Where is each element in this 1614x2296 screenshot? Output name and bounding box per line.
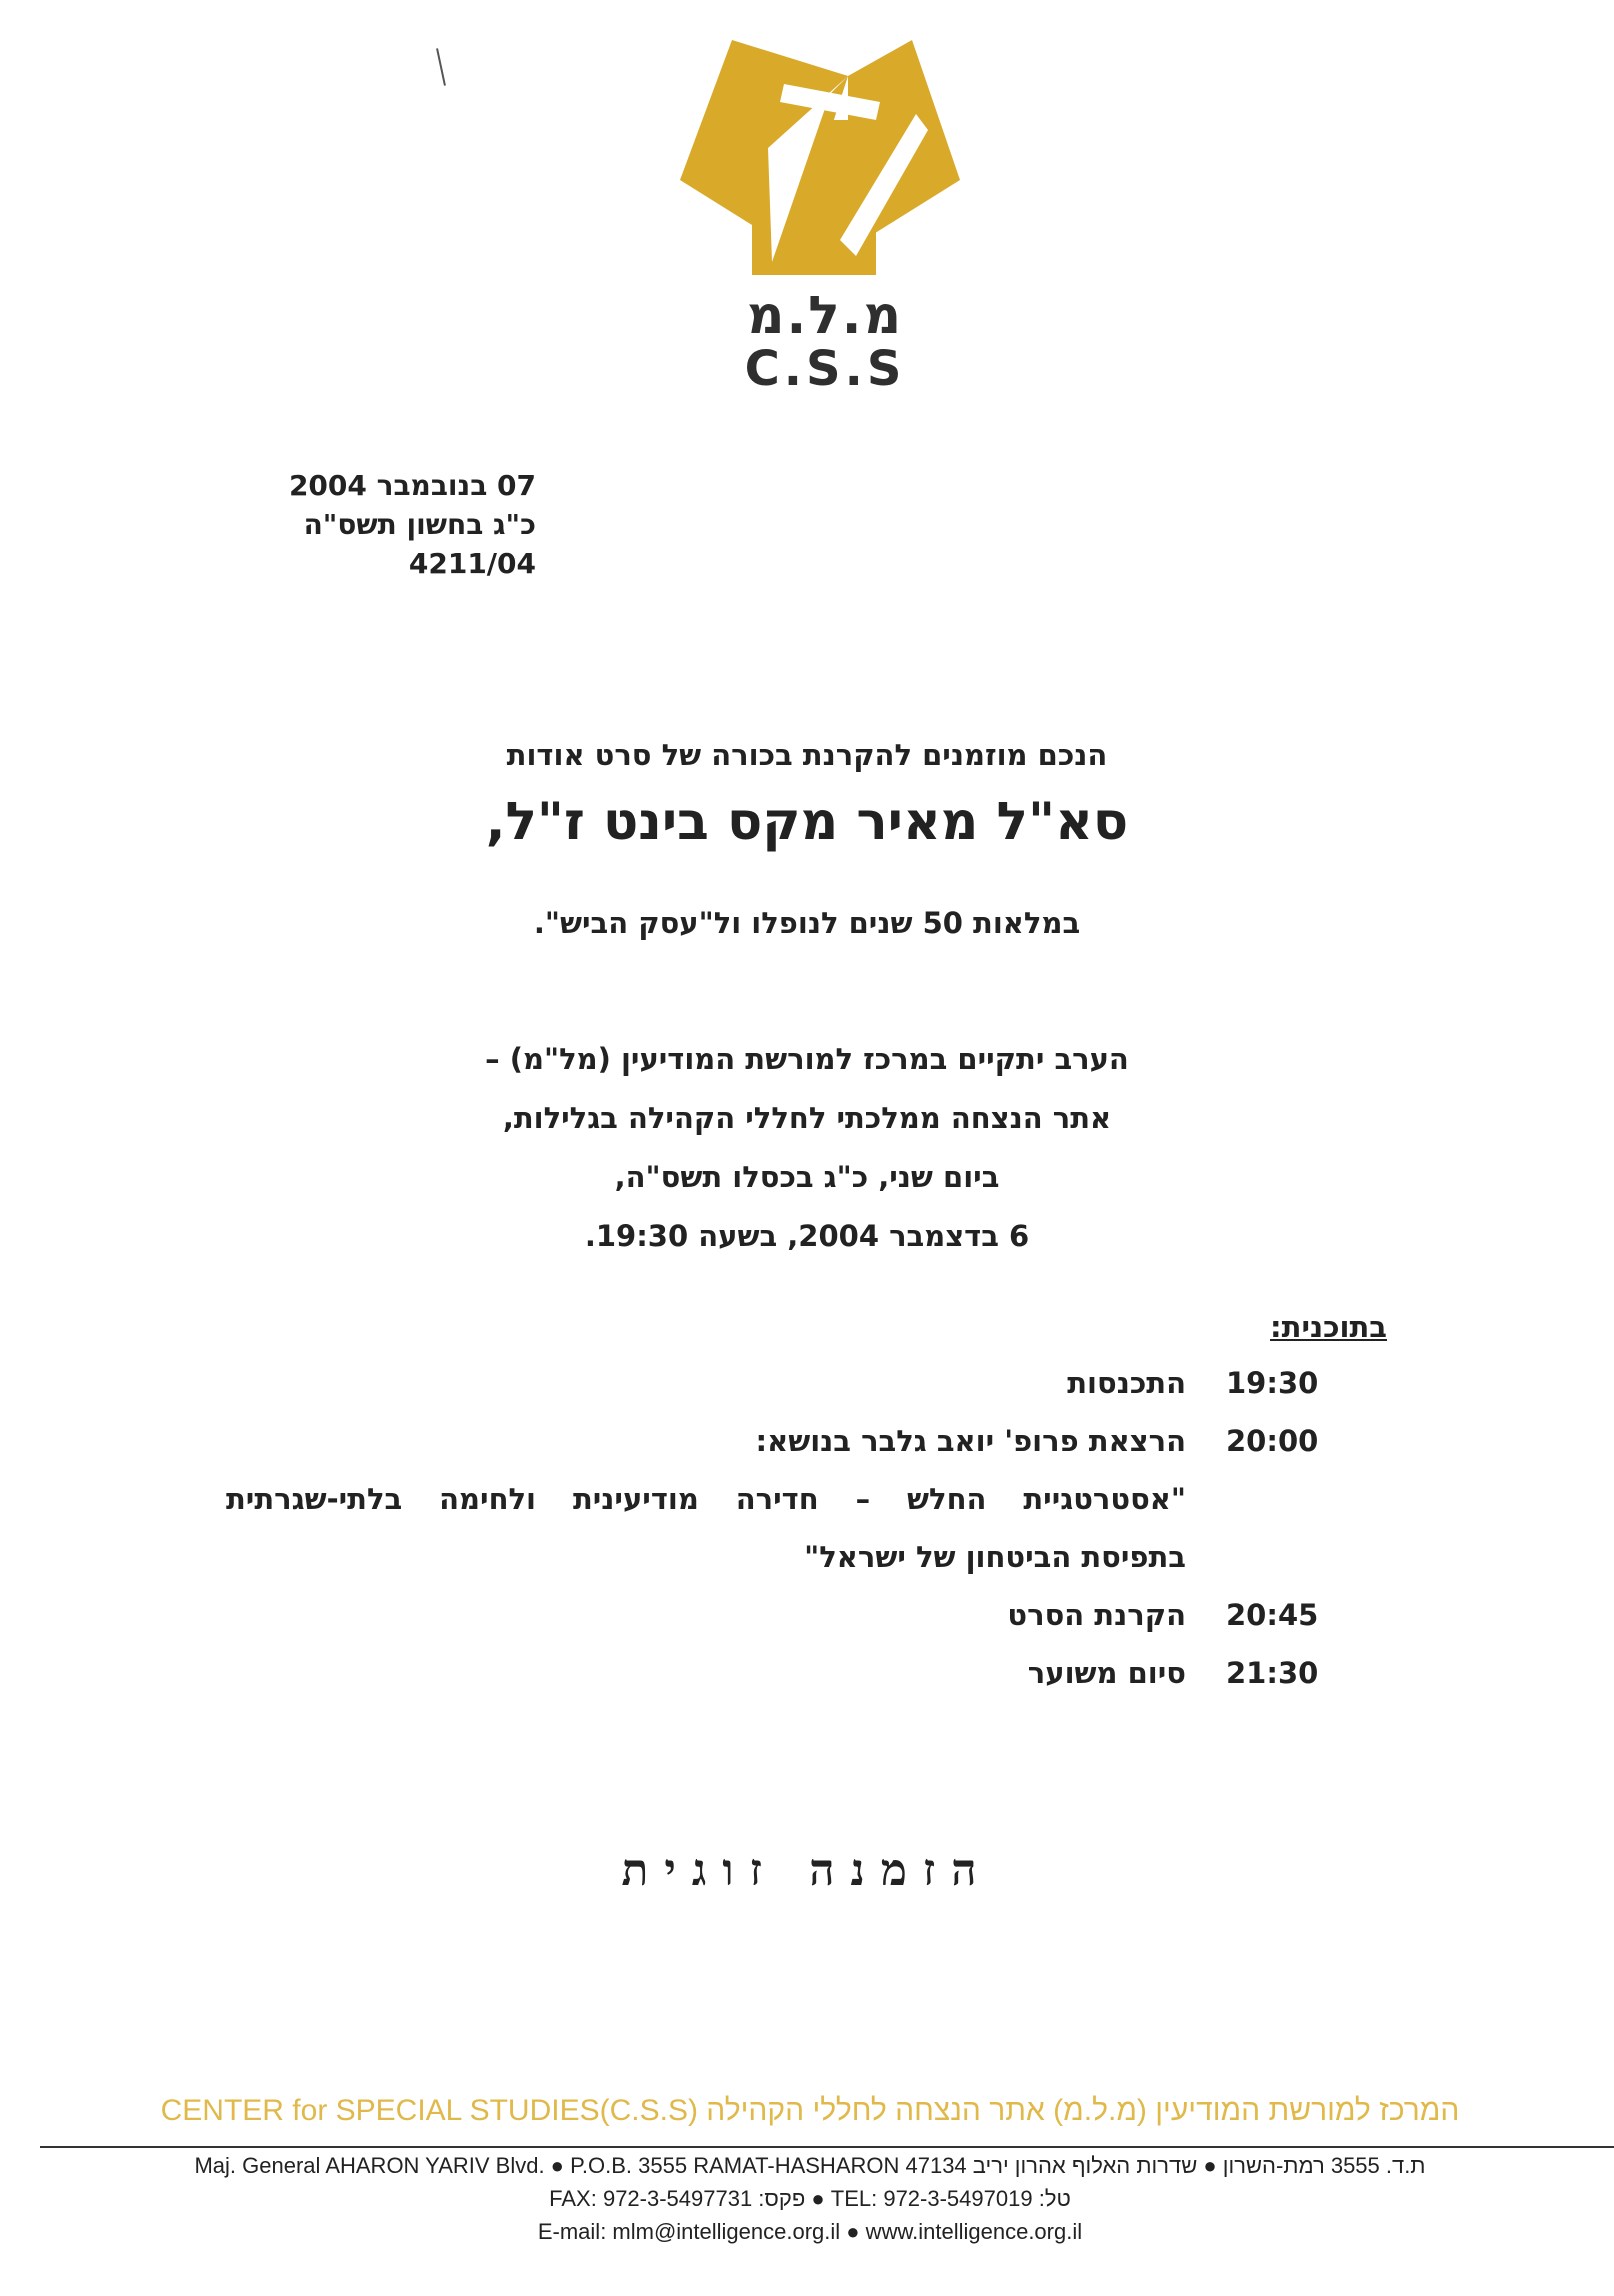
program-time: 19:30 — [1226, 1366, 1319, 1400]
venue-line: הערב יתקיים במרכז למורשת המודיעין (מל"מ) – — [485, 1042, 1129, 1076]
invitation-intro: הנכם מוזמנים להקרנת בכורה של סרט אודות — [506, 738, 1108, 772]
venue-block — [300, 1030, 1314, 1266]
footer-phones: FAX: 972-3-5497731 :פקס ● TEL: 972-3-5497019 :טל — [549, 2186, 1071, 2211]
program-time: 20:45 — [1226, 1598, 1319, 1632]
program-item: סיום משוער — [1027, 1656, 1186, 1690]
program-item: "אסטרטגיית החלש – חדירה מודיעינית ולחימה בלתי-שגרתית — [226, 1482, 1186, 1516]
gregorian-date: 07 בנובמבר 2004 — [288, 469, 536, 502]
program-item: הקרנת הסרט — [1007, 1598, 1186, 1632]
reference-number: 4211/04 — [408, 547, 536, 580]
logo-hebrew-text: מ.ל.מ — [746, 286, 904, 346]
footer-divider — [40, 2146, 1614, 2148]
program-title: בתוכנית: — [1270, 1310, 1387, 1344]
program-item: בתפיסת הביטחון של ישראל" — [804, 1540, 1186, 1574]
footer-org-name: CENTER for SPECIAL STUDIES(C.S.S) המרכז למורשת המודיעין (מ.ל.מ) אתר הנצחה לחללי הקהילה — [160, 2094, 1460, 2127]
footer-web: E-mail: mlm@intelligence.org.il ● www.intelligence.org.il — [537, 2219, 1083, 2244]
venue-line: ביום שני, כ"ג בכסלו תשס"ה, — [614, 1160, 1000, 1194]
footer-address: Maj. General AHARON YARIV Blvd. ● P.O.B. 3555 RAMAT-HASHARON 47134 ת.ד. 3555 רמת-השרון ● שדרות האלוף אהרון יריב — [194, 2153, 1426, 2178]
logo-latin-text: C.S.S — [744, 341, 906, 397]
hebrew-date: כ"ג בחשון תשס"ה — [303, 508, 536, 541]
program-time: 20:00 — [1226, 1424, 1319, 1458]
css-pentagon-logo-icon — [680, 30, 960, 285]
document-meta — [236, 466, 536, 583]
program-item: התכנסות — [1067, 1366, 1186, 1400]
program-time: 21:30 — [1226, 1656, 1319, 1690]
venue-line: אתר הנצחה ממלכתי לחללי הקהילה בגלילות, — [502, 1101, 1112, 1135]
program-item: הרצאת פרופ' יואב גלבר בנושא: — [755, 1424, 1186, 1458]
scan-mark — [436, 48, 446, 86]
invitation-subtitle: במלאות 50 שנים לנופלו ול"עסק הביש". — [533, 906, 1081, 940]
invitation-title: סא"ל מאיר מקס בינט ז"ל, — [485, 792, 1129, 852]
invite-type: הזמנה זוגית — [621, 1845, 993, 1896]
venue-line: 6 בדצמבר 2004, בשעה 19:30. — [584, 1219, 1030, 1253]
